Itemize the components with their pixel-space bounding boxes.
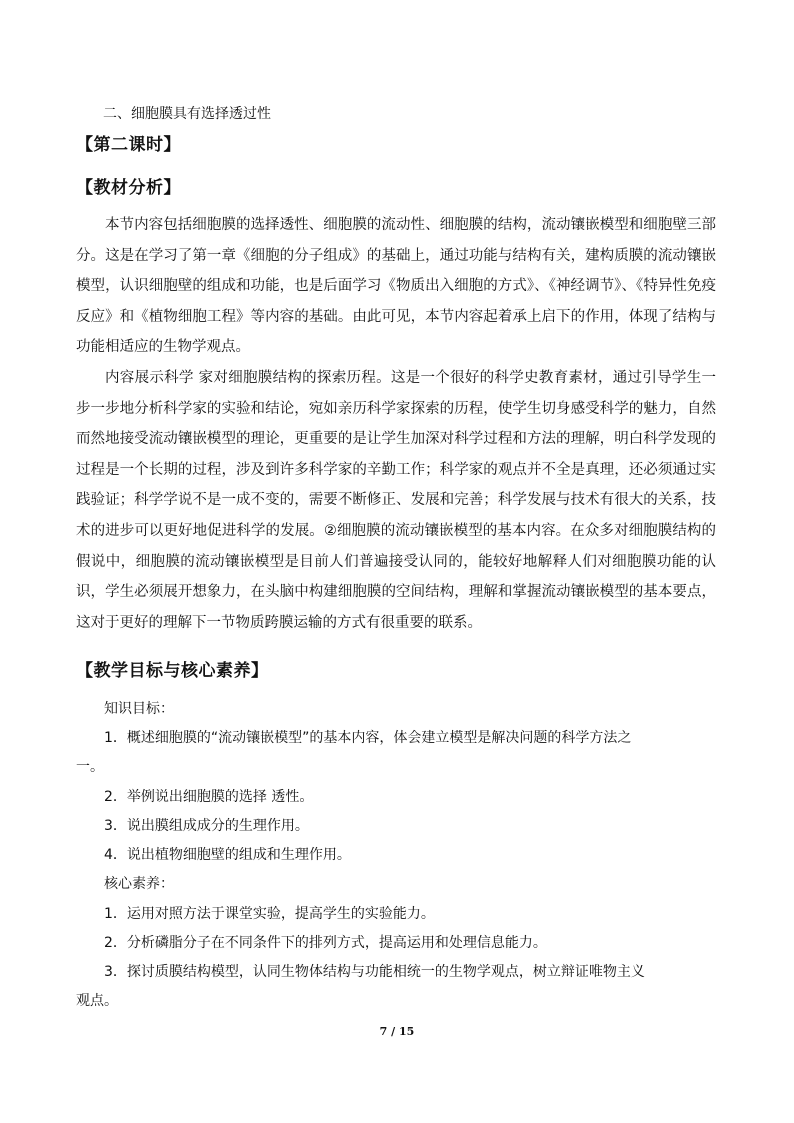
section-subheading: 二、细胞膜具有选择透过性 [103,106,271,122]
analysis-paragraph-1: 本节内容包括细胞膜的选择透性、细胞膜的流动性、细胞膜的结构，流动镶嵌模型和细胞壁三部分。这是在学习了第一章《细胞的分子组成》的基础上，通过功能与结构有关，建构质膜的流动镶嵌模型，认识细胞壁的组成和功能，也是后面学习《物质出入细胞的方式》、《神经调节》、《特异性免疫反应》和《植物细胞工程》等内容的基础。由此可见，本节内容起着承上启下的作用，体现了结构与功能相适应的生物学观点。 [76,217,716,356]
core-literacy-item: 3．探讨质膜结构模型，认同生物体结构与功能相统一的生物学观点，树立辩证唯物主义 [104,964,645,980]
core-literacy-item: 2．分析磷脂分子在不同条件下的排列方式，提高运用和处理信息能力。 [104,935,547,951]
knowledge-goal-item: 3．说出膜组成成分的生理作用。 [104,818,309,834]
page-number: 7 / 15 [379,1025,415,1038]
core-literacy-item: 观点。 [76,993,118,1009]
knowledge-goal-item: 一。 [76,759,104,775]
analysis-heading: 【教材分析】 [76,178,181,198]
knowledge-goal-item: 1．概述细胞膜的“流动镶嵌模型”的基本内容，体会建立模型是解决问题的科学方法之 [104,730,632,746]
knowledge-goal-item: 4．说出植物细胞壁的组成和生理作用。 [104,847,351,863]
core-literacy-item: 1．运用对照方法于课堂实验，提高学生的实验能力。 [104,906,435,922]
goals-heading: 【教学目标与核心素养】 [76,661,269,681]
core-literacy-label: 核心素养： [104,876,174,892]
analysis-body [76,210,716,638]
knowledge-goals-label: 知识目标： [104,701,174,717]
knowledge-goal-item: 2．举例说出细胞膜的选择 透性。 [104,789,314,805]
analysis-paragraph-2: 内容展示科学 家对细胞膜结构的探索历程。这是一个很好的科学史教育素材，通过引导学生一步一步地分析科学家的实验和结论，宛如亲历科学家探索的历程，使学生切身感受科学的魅力，自然而然地接受流动镶嵌模型的理论，更重要的是让学生加深对科学过程和方法的理解，明白科学发现的过程是一个长期的过程，涉及到许多科学家的辛勤工作；科学家的观点并不全是真理，还必须通过实践验证；科学学说不是一成不变的，需要不断修正、发展和完善；科学发展与技术有很大的关系，技术的进步可以更好地促进科学的发展。②细胞膜的流动镶嵌模型的基本内容。在众多对细胞膜结构的假说中，细胞膜的流动镶嵌模型是目前人们普遍接受认同的，能较好地解释人们对细胞膜功能的认识，学生必须展开想象力，在头脑中构建细胞膜的空间结构，理解和掌握流动镶嵌模型的基本要点，这对于更好的理解下一节物质跨膜运输的方式有很重要的联系。 [76,369,716,631]
lesson-heading: 【第二课时】 [76,135,181,155]
